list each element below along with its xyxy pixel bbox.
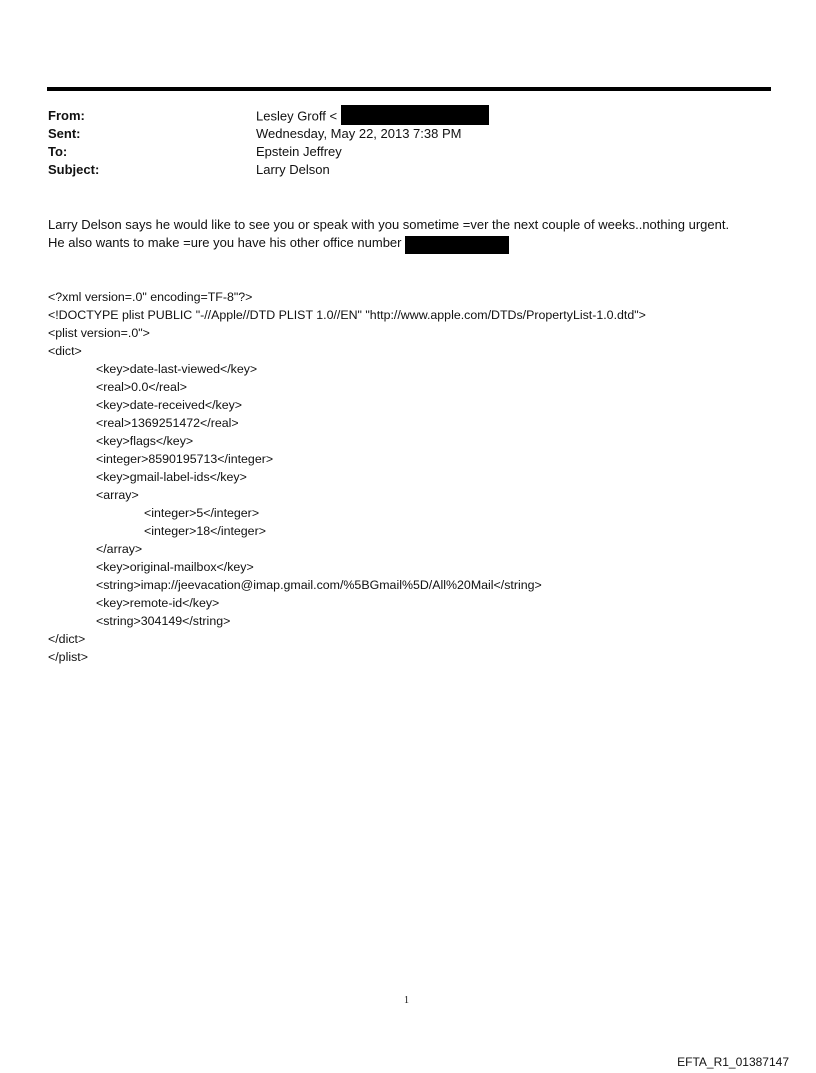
sent-value: Wednesday, May 22, 2013 7:38 PM: [256, 126, 462, 141]
redacted-email-address: [341, 105, 489, 125]
body-line-2: [48, 234, 788, 252]
plist-line: <!DOCTYPE plist PUBLIC "-//Apple//DTD PLIST 1.0//EN" "http://www.apple.com/DTDs/PropertyList-1.0.dtd">: [48, 308, 646, 322]
from-name: Lesley Groff <: [256, 108, 338, 124]
email-header: [48, 107, 768, 179]
plist-line: <array>: [96, 488, 139, 502]
plist-line: <real>1369251472</real>: [96, 416, 239, 430]
plist-line: <dict>: [48, 344, 82, 358]
redacted-phone-number: [405, 236, 509, 254]
plist-line: <string>304149</string>: [96, 614, 231, 628]
plist-line: </plist>: [48, 650, 88, 664]
body-line-1: Larry Delson says he would like to see you or speak with you sometime =ver the next couple of weeks..nothing urgent.: [48, 217, 730, 232]
plist-line: <integer>18</integer>: [144, 524, 266, 538]
subject-row: [48, 161, 768, 179]
header-divider-rule: [47, 87, 771, 91]
to-label: To:: [48, 144, 68, 159]
plist-line: <key>date-last-viewed</key>: [96, 362, 258, 376]
plist-line: <real>0.0</real>: [96, 380, 187, 394]
from-label: From:: [48, 108, 85, 123]
from-row: [48, 107, 768, 125]
page-number: 1: [404, 995, 409, 1006]
email-body: [48, 216, 788, 252]
sent-label: Sent:: [48, 126, 81, 141]
to-value: Epstein Jeffrey: [256, 144, 342, 159]
plist-line: <integer>8590195713</integer>: [96, 452, 274, 466]
plist-line: <?xml version=.0" encoding=TF-8"?>: [48, 290, 253, 304]
plist-line: <string>imap://jeevacation@imap.gmail.com/%5BGmail%5D/All%20Mail</string>: [96, 578, 542, 592]
plist-line: <key>gmail-label-ids</key>: [96, 470, 247, 484]
subject-label: Subject:: [48, 162, 100, 177]
document-id: EFTA_R1_01387147: [677, 1055, 789, 1069]
plist-line: </array>: [96, 542, 143, 556]
plist-line: <key>date-received</key>: [96, 398, 243, 412]
plist-line: <key>remote-id</key>: [96, 596, 220, 610]
plist-line: <integer>5</integer>: [144, 506, 260, 520]
plist-line: </dict>: [48, 632, 86, 646]
sent-row: [48, 125, 768, 143]
to-row: [48, 143, 768, 161]
plist-line: <plist version=.0">: [48, 326, 150, 340]
plist-line: <key>original-mailbox</key>: [96, 560, 254, 574]
plist-line: <key>flags</key>: [96, 434, 194, 448]
from-value: [256, 107, 489, 127]
subject-value: Larry Delson: [256, 162, 330, 177]
plist-metadata: [48, 288, 788, 666]
body-line-2-text: He also wants to make =ure you have his other office number: [48, 235, 402, 250]
